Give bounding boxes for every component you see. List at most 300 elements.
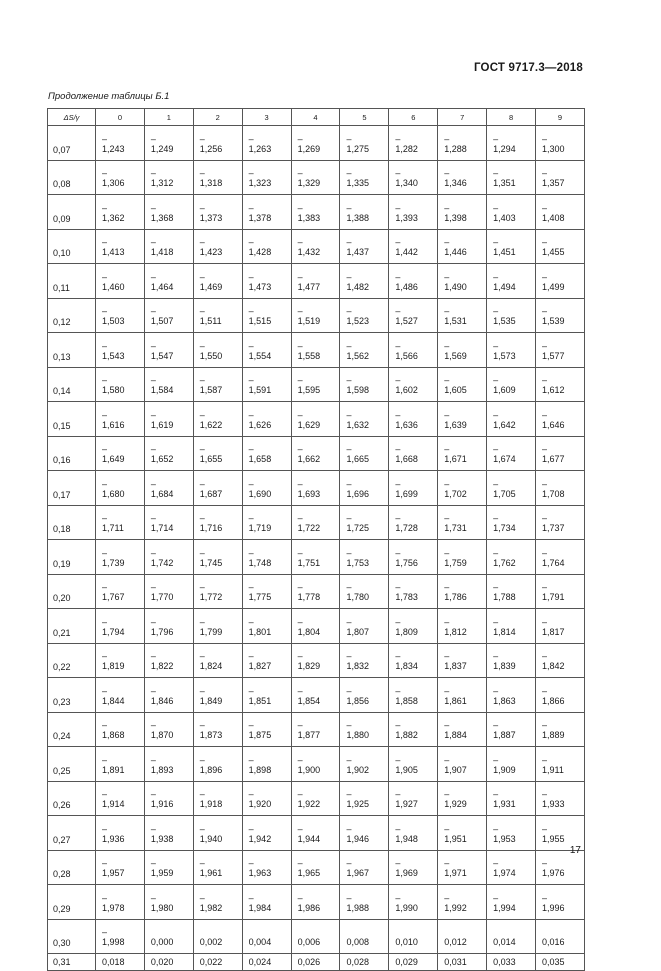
- cell-value: 1,263: [248, 143, 272, 154]
- table-row: [48, 643, 585, 678]
- table-cell: [438, 574, 487, 609]
- table-cell: [96, 678, 145, 713]
- bar-characteristic-mark: –: [150, 133, 156, 144]
- table-cell: [340, 954, 389, 971]
- bar-characteristic-mark: –: [102, 133, 108, 144]
- cell-value: 1,554: [248, 350, 272, 361]
- bar-characteristic-mark: –: [102, 754, 108, 765]
- cell-value: 0,010: [395, 937, 418, 947]
- table-cell: [389, 298, 438, 333]
- table-cell: [144, 954, 193, 971]
- cell-value: 1,834: [395, 661, 418, 671]
- row-argument: 0,10: [48, 229, 96, 264]
- bar-characteristic-mark: –: [297, 133, 303, 144]
- cell-value: 0,028: [346, 956, 369, 967]
- table-row: [48, 574, 585, 609]
- bar-characteristic-mark: –: [150, 754, 156, 765]
- table-cell: [96, 229, 145, 264]
- bar-characteristic-mark: –: [493, 237, 499, 247]
- table-cell: [487, 264, 536, 299]
- cell-value: 1,269: [297, 143, 321, 154]
- bar-characteristic-mark: –: [346, 858, 352, 868]
- table-cell: [144, 574, 193, 609]
- bar-characteristic-mark: –: [199, 375, 205, 385]
- cell-value: 0,024: [248, 956, 272, 967]
- table-row: [48, 609, 585, 644]
- table-cell: [536, 126, 585, 161]
- bar-characteristic-mark: –: [444, 409, 450, 420]
- cell-value: 0,000: [150, 937, 174, 947]
- bar-characteristic-mark: –: [297, 892, 303, 903]
- cell-value: 1,626: [248, 419, 272, 430]
- cell-value: 1,948: [395, 833, 418, 844]
- table-cell: [242, 126, 291, 161]
- table-cell: [242, 747, 291, 782]
- row-argument: 0,25: [48, 747, 96, 782]
- bar-characteristic-mark: –: [444, 202, 450, 213]
- table-row: [48, 505, 585, 540]
- bar-characteristic-mark: –: [150, 306, 156, 316]
- table-cell: [291, 505, 340, 540]
- cell-value: 1,861: [444, 695, 467, 706]
- column-header-6: 6: [389, 109, 438, 126]
- cell-value: 1,418: [150, 247, 174, 257]
- table-cell: [487, 540, 536, 575]
- table-cell: [96, 402, 145, 437]
- row-argument: 0,23: [48, 678, 96, 713]
- table-cell: [96, 264, 145, 299]
- table-cell: [144, 781, 193, 816]
- table-cell: [193, 471, 242, 506]
- cell-value: 1,515: [248, 316, 272, 326]
- table-cell: [438, 712, 487, 747]
- bar-characteristic-mark: –: [493, 133, 499, 144]
- bar-characteristic-mark: –: [444, 237, 450, 247]
- bar-characteristic-mark: –: [199, 306, 205, 316]
- bar-characteristic-mark: –: [542, 513, 548, 523]
- cell-value: 1,936: [102, 833, 125, 844]
- cell-value: 1,982: [199, 902, 223, 913]
- bar-characteristic-mark: –: [493, 202, 499, 213]
- table-cell: [291, 264, 340, 299]
- row-argument: 0,12: [48, 298, 96, 333]
- cell-value: 1,996: [542, 902, 565, 913]
- table-cell: [487, 712, 536, 747]
- cell-value: 1,880: [346, 730, 369, 740]
- table-cell: [144, 540, 193, 575]
- cell-value: 1,737: [542, 523, 565, 533]
- bar-characteristic-mark: –: [297, 237, 303, 247]
- table-cell: [340, 436, 389, 471]
- cell-value: 1,403: [493, 212, 516, 223]
- cell-value: 1,827: [248, 661, 272, 671]
- bar-characteristic-mark: –: [102, 685, 108, 696]
- table-cell: [340, 816, 389, 851]
- cell-value: 1,925: [346, 799, 369, 809]
- bar-characteristic-mark: –: [493, 858, 499, 868]
- table-cell: [389, 712, 438, 747]
- table-cell: [536, 781, 585, 816]
- table-cell: [438, 229, 487, 264]
- bar-characteristic-mark: –: [102, 582, 108, 592]
- cell-value: 1,282: [395, 143, 418, 154]
- bar-characteristic-mark: –: [248, 754, 254, 765]
- table-cell: [96, 126, 145, 161]
- row-argument: 0,16: [48, 436, 96, 471]
- bar-characteristic-mark: –: [444, 858, 450, 868]
- cell-value: 1,473: [248, 281, 272, 292]
- cell-value: 1,639: [444, 419, 467, 430]
- table-cell: [291, 402, 340, 437]
- bar-characteristic-mark: –: [444, 444, 450, 454]
- table-cell: [389, 126, 438, 161]
- bar-characteristic-mark: –: [297, 202, 303, 213]
- cell-value: 1,967: [346, 868, 369, 878]
- table-cell: [340, 609, 389, 644]
- table-cell: [144, 505, 193, 540]
- table-cell: [389, 678, 438, 713]
- cell-value: 1,788: [493, 592, 516, 602]
- bar-characteristic-mark: –: [102, 720, 108, 730]
- table-cell: [340, 781, 389, 816]
- row-argument: 0,20: [48, 574, 96, 609]
- bar-characteristic-mark: –: [150, 582, 156, 592]
- bar-characteristic-mark: –: [346, 685, 352, 696]
- bar-characteristic-mark: –: [248, 444, 254, 454]
- bar-characteristic-mark: –: [542, 547, 548, 558]
- bar-characteristic-mark: –: [102, 858, 108, 868]
- table-cell: [96, 816, 145, 851]
- table-cell: [96, 574, 145, 609]
- bar-characteristic-mark: –: [395, 616, 401, 627]
- cell-value: 1,368: [150, 212, 174, 223]
- cell-value: 1,728: [395, 523, 418, 533]
- cell-value: 1,312: [150, 178, 174, 188]
- cell-value: 1,490: [444, 281, 467, 292]
- table-cell: [144, 816, 193, 851]
- column-header-argument: ΔS/γ: [48, 109, 96, 126]
- table-cell: [291, 678, 340, 713]
- table-cell: [536, 574, 585, 609]
- cell-value: 1,842: [542, 661, 565, 671]
- table-cell: [438, 609, 487, 644]
- cell-value: 1,893: [150, 764, 174, 775]
- cell-value: 1,362: [102, 212, 125, 223]
- bar-characteristic-mark: –: [297, 168, 303, 178]
- bar-characteristic-mark: –: [444, 375, 450, 385]
- cell-value: 1,963: [248, 868, 272, 878]
- bar-characteristic-mark: –: [102, 478, 108, 489]
- bar-characteristic-mark: –: [199, 409, 205, 420]
- bar-characteristic-mark: –: [297, 444, 303, 454]
- table-cell: [193, 609, 242, 644]
- table-cell: [438, 298, 487, 333]
- bar-characteristic-mark: –: [444, 133, 450, 144]
- bar-characteristic-mark: –: [444, 306, 450, 316]
- cell-value: 1,837: [444, 661, 467, 671]
- table-cell: [438, 436, 487, 471]
- table-cell: [144, 298, 193, 333]
- table-cell: [340, 574, 389, 609]
- cell-value: 1,243: [102, 143, 125, 154]
- bar-characteristic-mark: –: [542, 789, 548, 799]
- table-cell: [193, 333, 242, 368]
- table-cell: [438, 264, 487, 299]
- table-cell: [144, 609, 193, 644]
- cell-value: 1,734: [493, 523, 516, 533]
- table-cell: [291, 574, 340, 609]
- cell-value: 1,622: [199, 419, 223, 430]
- table-cell: [340, 885, 389, 920]
- cell-value: 1,780: [346, 592, 369, 602]
- cell-value: 1,764: [542, 557, 565, 568]
- table-cell: [96, 505, 145, 540]
- table-cell: [340, 471, 389, 506]
- table-cell: [340, 402, 389, 437]
- row-argument: 0,19: [48, 540, 96, 575]
- cell-value: 1,388: [346, 212, 369, 223]
- cell-value: 1,742: [150, 557, 174, 568]
- cell-value: 1,708: [542, 488, 565, 499]
- cell-value: 1,523: [346, 316, 369, 326]
- column-header-4: 4: [291, 109, 340, 126]
- cell-value: 0,022: [199, 956, 223, 967]
- table-row: [48, 816, 585, 851]
- bar-characteristic-mark: –: [395, 651, 401, 661]
- table-cell: [242, 850, 291, 885]
- cell-value: 1,335: [346, 178, 369, 188]
- cell-value: 1,839: [493, 661, 516, 671]
- table-cell: [340, 229, 389, 264]
- column-header-3: 3: [242, 109, 291, 126]
- table-cell: [438, 402, 487, 437]
- cell-value: 1,809: [395, 626, 418, 637]
- bar-characteristic-mark: –: [346, 478, 352, 489]
- bar-characteristic-mark: –: [346, 823, 352, 834]
- cell-value: 1,909: [493, 764, 516, 775]
- cell-value: 1,539: [542, 316, 565, 326]
- cell-value: 1,591: [248, 385, 272, 395]
- bar-characteristic-mark: –: [346, 616, 352, 627]
- bar-characteristic-mark: –: [542, 823, 548, 834]
- table-cell: [291, 126, 340, 161]
- cell-value: 1,671: [444, 454, 467, 464]
- cell-value: 1,602: [395, 385, 418, 395]
- bar-characteristic-mark: –: [199, 237, 205, 247]
- bar-characteristic-mark: –: [102, 547, 108, 558]
- bar-characteristic-mark: –: [248, 685, 254, 696]
- table-row: [48, 229, 585, 264]
- cell-value: 1,739: [102, 557, 125, 568]
- table-cell: [389, 574, 438, 609]
- bar-characteristic-mark: –: [542, 271, 548, 282]
- cell-value: 1,469: [199, 281, 223, 292]
- table-cell: [242, 954, 291, 971]
- bar-characteristic-mark: –: [248, 513, 254, 523]
- bar-characteristic-mark: –: [395, 720, 401, 730]
- table-cell: [96, 298, 145, 333]
- bar-characteristic-mark: –: [493, 547, 499, 558]
- bar-characteristic-mark: –: [199, 547, 205, 558]
- cell-value: 1,804: [297, 626, 321, 637]
- cell-value: 1,812: [444, 626, 467, 637]
- table-cell: [96, 885, 145, 920]
- bar-characteristic-mark: –: [493, 720, 499, 730]
- cell-value: 1,978: [102, 902, 125, 913]
- cell-value: 1,256: [199, 143, 223, 154]
- cell-value: 1,990: [395, 902, 418, 913]
- cell-value: 1,786: [444, 592, 467, 602]
- cell-value: 1,875: [248, 730, 272, 740]
- table-cell: [389, 747, 438, 782]
- table-cell: [242, 436, 291, 471]
- table-cell: [438, 781, 487, 816]
- bar-characteristic-mark: –: [395, 271, 401, 282]
- table-row: [48, 126, 585, 161]
- table-cell: [487, 333, 536, 368]
- bar-characteristic-mark: –: [395, 375, 401, 385]
- cell-value: 1,674: [493, 454, 516, 464]
- cell-value: 1,911: [542, 764, 564, 775]
- bar-characteristic-mark: –: [346, 582, 352, 592]
- table-cell: [536, 264, 585, 299]
- cell-value: 1,346: [444, 178, 467, 188]
- row-argument: 0,28: [48, 850, 96, 885]
- bar-characteristic-mark: –: [199, 271, 205, 282]
- bar-characteristic-mark: –: [444, 168, 450, 178]
- bar-characteristic-mark: –: [395, 340, 401, 351]
- table-cell: [96, 850, 145, 885]
- table-cell: [438, 367, 487, 402]
- cell-value: 1,856: [346, 695, 369, 706]
- bar-characteristic-mark: –: [102, 237, 108, 247]
- cell-value: 1,922: [297, 799, 321, 809]
- table-row: [48, 712, 585, 747]
- table-cell: [291, 643, 340, 678]
- bar-characteristic-mark: –: [248, 547, 254, 558]
- cell-value: 1,511: [199, 316, 222, 326]
- table-cell: [340, 195, 389, 230]
- cell-value: 1,547: [150, 350, 174, 361]
- bar-characteristic-mark: –: [297, 582, 303, 592]
- cell-value: 1,543: [102, 350, 125, 361]
- table-cell: [193, 919, 242, 954]
- cell-value: 1,927: [395, 799, 418, 809]
- table-cell: [96, 436, 145, 471]
- cell-value: 1,931: [493, 799, 516, 809]
- table-cell: [96, 367, 145, 402]
- table-cell: [536, 298, 585, 333]
- table-cell: [438, 885, 487, 920]
- table-cell: [438, 850, 487, 885]
- cell-value: 0,026: [297, 956, 321, 967]
- cell-value: 1,566: [395, 350, 418, 361]
- bar-characteristic-mark: –: [346, 271, 352, 282]
- bar-characteristic-mark: –: [395, 237, 401, 247]
- cell-value: 1,916: [150, 799, 174, 809]
- bar-characteristic-mark: –: [199, 513, 205, 523]
- table-cell: [487, 816, 536, 851]
- bar-characteristic-mark: –: [297, 823, 303, 834]
- bar-characteristic-mark: –: [102, 892, 108, 903]
- table-cell: [487, 471, 536, 506]
- bar-characteristic-mark: –: [297, 547, 303, 558]
- table-row: [48, 954, 585, 971]
- cell-value: 1,662: [297, 454, 321, 464]
- cell-value: 1,696: [346, 488, 369, 499]
- table-row: [48, 885, 585, 920]
- cell-value: 1,598: [346, 385, 369, 395]
- bar-characteristic-mark: –: [395, 168, 401, 178]
- table-cell: [242, 195, 291, 230]
- table-row: [48, 678, 585, 713]
- bar-characteristic-mark: –: [444, 547, 450, 558]
- cell-value: 1,714: [150, 523, 174, 533]
- bar-characteristic-mark: –: [346, 409, 352, 420]
- cell-value: 1,994: [493, 902, 516, 913]
- table-cell: [96, 712, 145, 747]
- table-container: [47, 108, 584, 971]
- row-argument: 0,15: [48, 402, 96, 437]
- table-cell: [389, 609, 438, 644]
- cell-value: 1,680: [102, 488, 125, 499]
- bar-characteristic-mark: –: [248, 478, 254, 489]
- cell-value: 1,711: [102, 523, 124, 533]
- cell-value: 1,770: [150, 592, 174, 602]
- cell-value: 1,846: [150, 695, 174, 706]
- table-cell: [536, 333, 585, 368]
- table-cell: [144, 333, 193, 368]
- bar-characteristic-mark: –: [248, 582, 254, 592]
- bar-characteristic-mark: –: [542, 616, 548, 627]
- table-cell: [487, 505, 536, 540]
- cell-value: 1,778: [297, 592, 321, 602]
- cell-value: 1,719: [248, 523, 272, 533]
- table-cell: [96, 160, 145, 195]
- cell-value: 1,801: [248, 626, 272, 637]
- cell-value: 0,014: [493, 937, 516, 947]
- cell-value: 1,665: [346, 454, 369, 464]
- cell-value: 0,029: [395, 956, 418, 967]
- cell-value: 1,687: [199, 488, 223, 499]
- cell-value: 1,905: [395, 764, 418, 775]
- cell-value: 1,503: [102, 316, 125, 326]
- bar-characteristic-mark: –: [150, 892, 156, 903]
- table-cell: [487, 574, 536, 609]
- table-cell: [487, 954, 536, 971]
- bar-characteristic-mark: –: [150, 478, 156, 489]
- table-cell: [340, 747, 389, 782]
- table-body: [48, 126, 585, 971]
- bar-characteristic-mark: –: [297, 375, 303, 385]
- column-header-9: 9: [536, 109, 585, 126]
- cell-value: 1,442: [395, 247, 418, 257]
- cell-value: 1,896: [199, 764, 223, 775]
- row-argument: 0,18: [48, 505, 96, 540]
- cell-value: 1,609: [493, 385, 516, 395]
- table-cell: [487, 195, 536, 230]
- bar-characteristic-mark: –: [395, 306, 401, 316]
- table-cell: [242, 816, 291, 851]
- cell-value: 1,482: [346, 281, 369, 292]
- bar-characteristic-mark: –: [444, 789, 450, 799]
- bar-characteristic-mark: –: [150, 616, 156, 627]
- bar-characteristic-mark: –: [150, 409, 156, 420]
- cell-value: 1,748: [248, 557, 272, 568]
- table-cell: [340, 712, 389, 747]
- cell-value: 1,612: [542, 385, 565, 395]
- table-header-row: [48, 109, 585, 126]
